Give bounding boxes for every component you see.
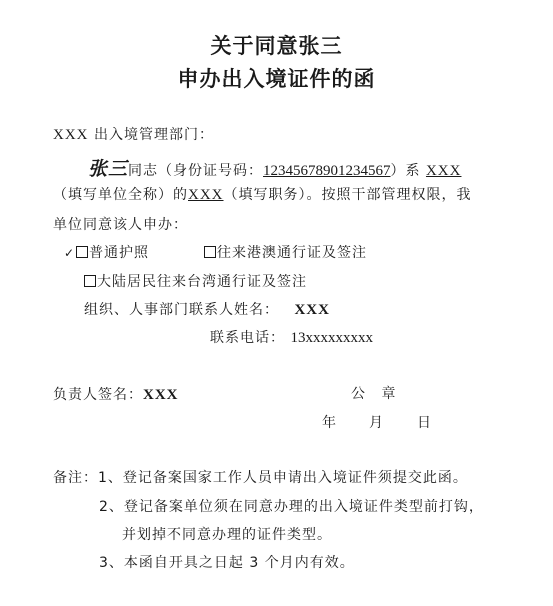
option-hk-macau-permit: [204, 242, 367, 262]
option-regular-passport: [64, 242, 149, 262]
note-1: 1、登记备案国家工作人员申请出入境证件须提交此函。: [98, 470, 468, 486]
contact-name-label: 组织、人事部门联系人姓名：: [84, 302, 279, 318]
title-line-2: 申办出入境证件的函: [177, 67, 376, 91]
option-label-3: 大陆居民往来台湾通行证及签注: [97, 274, 307, 290]
position-name: XXX: [188, 187, 224, 203]
contact-name-value: XXX: [294, 302, 330, 318]
contact-phone-value: 13xxxxxxxxx: [290, 330, 373, 346]
signature-line: [53, 384, 179, 404]
title-line-1: 关于同意张三: [210, 34, 343, 58]
paragraph-text-1a: 同志（身份证号码：: [128, 163, 264, 179]
contact-phone-label: 联系电话：: [210, 330, 285, 346]
signed-name: 张三: [88, 158, 129, 180]
addressee-suffix: 出入境管理部门：: [93, 127, 214, 143]
paragraph-text-2b: （填写职务）。按照干部管理权限，我: [223, 187, 472, 203]
unit-name: XXX: [425, 163, 462, 179]
date-day: 日: [417, 415, 432, 431]
option-taiwan-permit: [84, 271, 307, 291]
paragraph-text-2a: （填写单位全称）的: [53, 187, 188, 203]
paragraph-line-2: [53, 184, 472, 204]
notes-line-1: [53, 467, 468, 487]
checkbox-icon: [84, 275, 96, 287]
official-seal-label: 公 章: [351, 386, 402, 402]
signature-value: XXX: [143, 387, 179, 403]
notes-label: 备注：: [53, 470, 98, 486]
paragraph-text-1b: ）系: [390, 163, 421, 179]
addressee-line: [53, 124, 214, 144]
contact-name-line: [84, 299, 330, 319]
paragraph-line-3: 单位同意该人申办：: [53, 217, 188, 233]
paragraph-line-1: [88, 154, 461, 181]
note-2-continued: 并划掉不同意办理的证件类型。: [122, 527, 332, 543]
contact-phone-line: [210, 327, 373, 347]
checkbox-icon: [76, 246, 88, 258]
page-title: [0, 30, 553, 93]
option-label-2: 往来港澳通行证及签注: [217, 245, 367, 261]
addressee-name: XXX: [53, 127, 89, 143]
date-year: 年: [322, 415, 337, 431]
option-label-1: 普通护照: [89, 245, 150, 261]
note-2: 2、登记备案单位须在同意办理的出入境证件类型前打钩，: [99, 499, 484, 515]
date-month: 月: [369, 415, 384, 431]
check-icon: ✓: [64, 246, 76, 260]
note-3: 3、本函自开具之日起 3 个月内有效。: [99, 555, 355, 571]
id-number: 12345678901234567: [263, 163, 391, 179]
signature-label: 负责人签名：: [53, 387, 143, 403]
checkbox-icon: [204, 246, 216, 258]
